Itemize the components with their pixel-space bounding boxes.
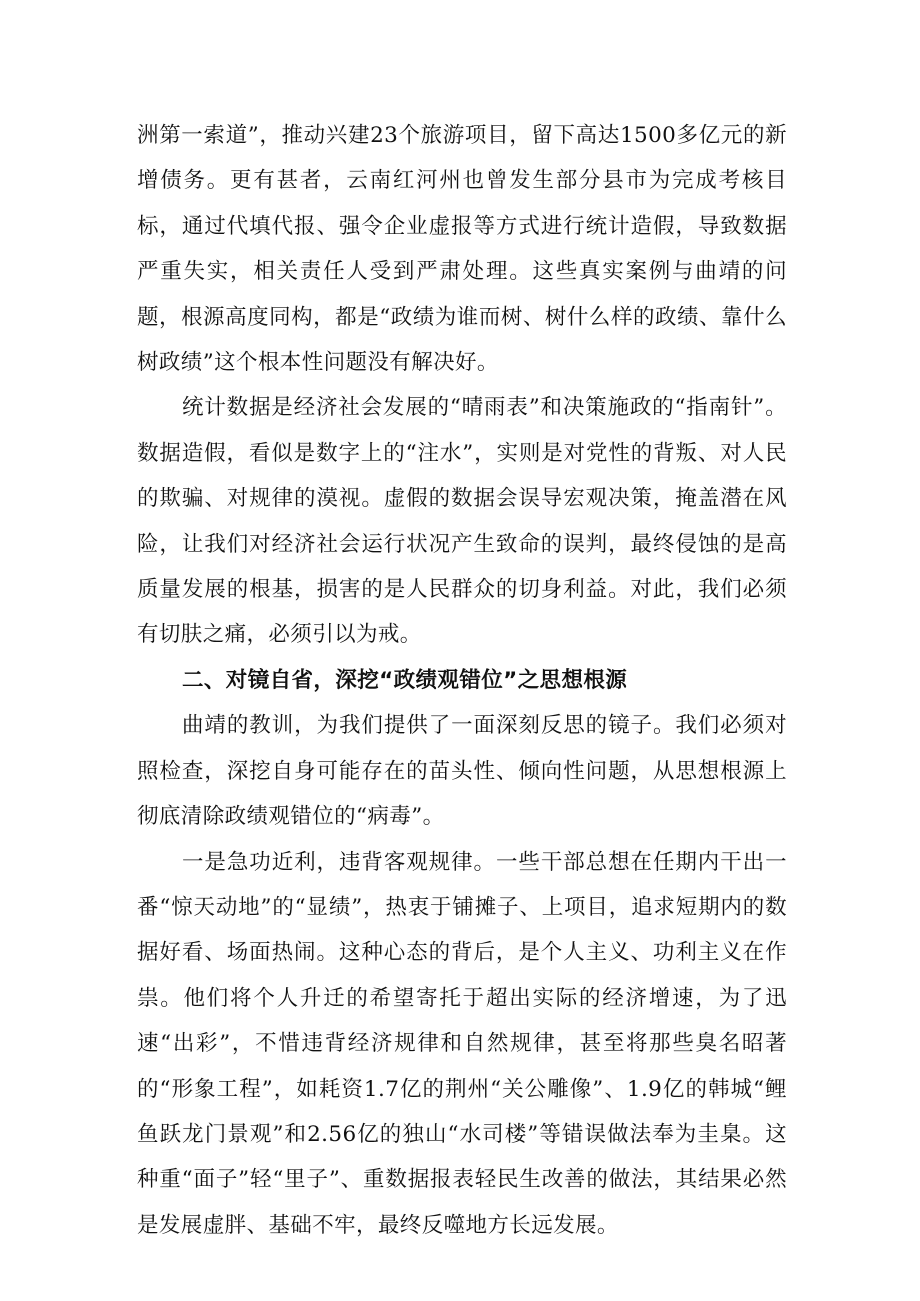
document-body [137,113,787,1248]
paragraph-reflection: 曲靖的教训，为我们提供了一面深刻反思的镜子。我们必须对照检查，深挖自身可能存在的苗头性、倾向性问题，从思想根源上彻底清除政绩观错位的“病毒”。 [137,713,787,830]
paragraph-point-one: 一是急功近利，违背客观规律。一些干部总想在任期内干出一番“惊天动地”的“显绩”，热衷于铺摊子、上项目，追求短期内的数据好看、场面热闹。这种心态的背后，是个人主义、功利主义在作祟。他们将个人升迁的希望寄托于超出实际的经济增速，为了迅速“出彩”，不惜违背经济规律和自然规律，甚至将那些臭名昭著的“形象工程”，如耗资1.7亿的荆州“关公雕像”、1.9亿的韩城“鲤鱼跃龙门景观”和2.56亿的独山“水司楼”等错误做法奉为圭臬。这种重“面子”轻“里子”、重数据报表轻民生改善的做法，其结果必然是发展虚胖、基础不牢，最终反噬地方长远发展。 [137,849,787,1238]
section-heading: 二、对镜自省，深挖“政绩观错位”之思想根源 [182,667,628,693]
paragraph-statistics: 统计数据是经济社会发展的“晴雨表”和决策施政的“指南针”。数据造假，看似是数字上的“注水”，实则是对党性的背叛、对人民的欺骗、对规律的漠视。虚假的数据会误导宏观决策，掩盖潜在风险，让我们对经济社会运行状况产生致命的误判，最终侵蚀的是高质量发展的根基，损害的是人民群众的切身利益。对此，我们必须有切肤之痛，必须引以为戒。 [137,395,787,648]
paragraph-continuation: 洲第一索道”，推动兴建23个旅游项目，留下高达1500多亿元的新增债务。更有甚者，云南红河州也曾发生部分县市为完成考核目标，通过代填代报、强令企业虚报等方式进行统计造假，导致数据严重失实，相关责任人受到严肃处理。这些真实案例与曲靖的问题，根源高度同构，都是“政绩为谁而树、树什么样的政绩、靠什么树政绩”这个根本性问题没有解决好。 [137,123,787,376]
